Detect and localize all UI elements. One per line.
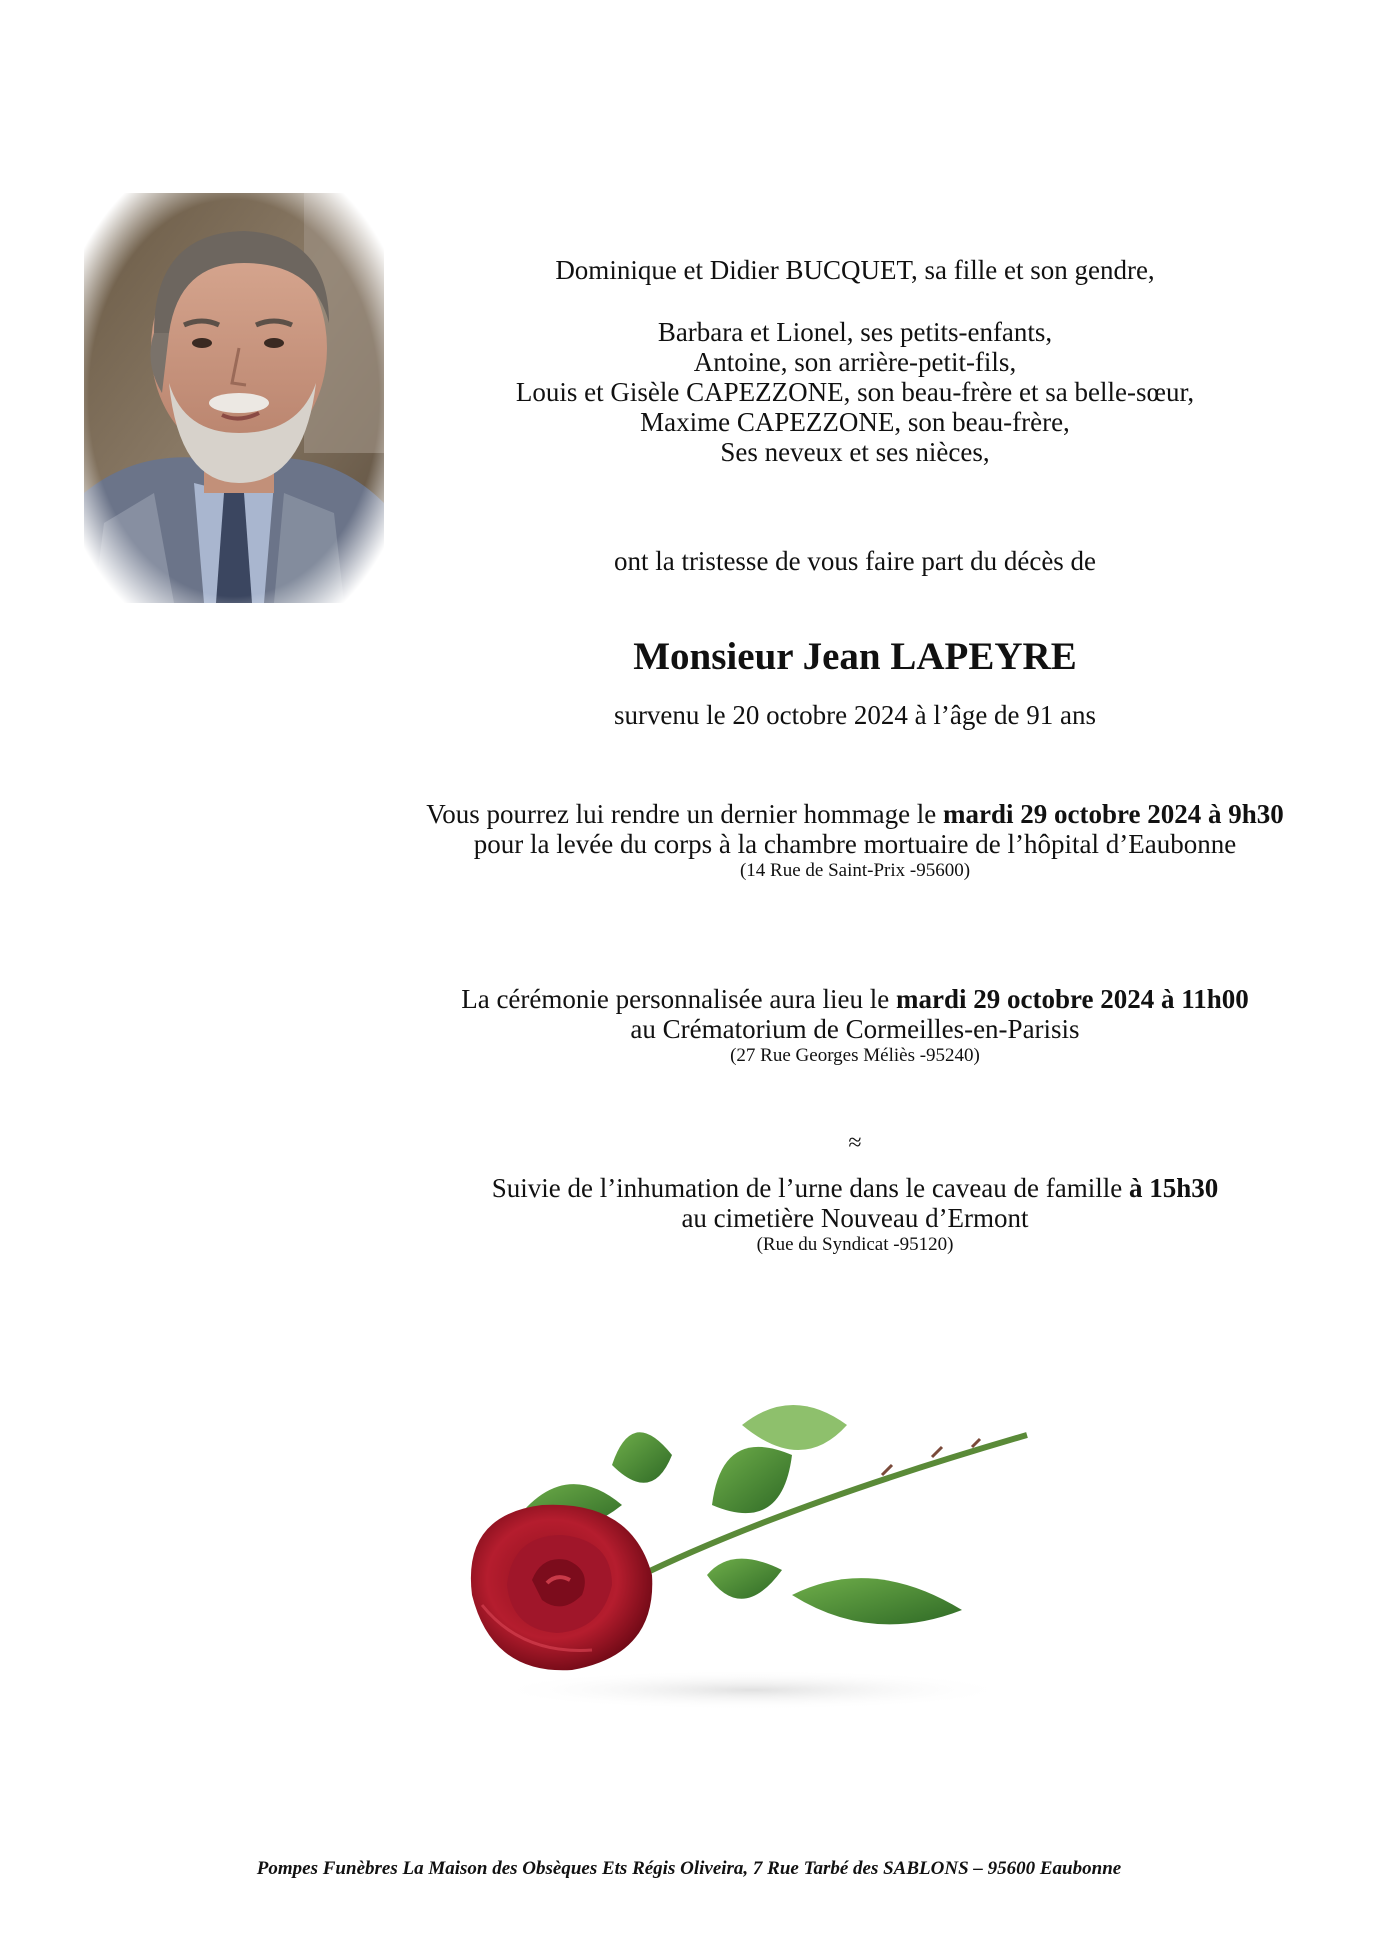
ceremonie-line [380,984,1330,1014]
death-text: survenu le 20 octobre 2024 à l’âge de 91 ans [613,700,1097,730]
family-member: Louis et Gisèle CAPEZZONE, son beau-frère et sa belle-sœur, [515,377,1195,407]
ceremonie-date: mardi 29 octobre 2024 à 11h00 [896,984,1249,1014]
portrait-photo [84,193,384,603]
family-member: Antoine, son arrière-petit-fils, [693,347,1017,377]
ceremonie-block [380,984,1330,1068]
hommage-place: pour la levée du corps à la chambre mortuaire de l’hôpital d’Eaubonne [473,829,1237,859]
announcement [380,546,1330,576]
family-members [380,317,1330,467]
inhumation-block [380,1173,1330,1257]
hommage-block [380,799,1330,883]
hommage-date: mardi 29 octobre 2024 à 9h30 [943,799,1284,829]
announcement-text: ont la tristesse de vous faire part du décès de [613,546,1097,576]
inhumation-intro: Suivie de l’inhumation de l’urne dans le caveau de famille [491,1173,1129,1203]
ceremonie-intro: La cérémonie personnalisée aura lieu le [461,984,897,1014]
family-member: Barbara et Lionel, ses petits-enfants, [657,317,1053,347]
family-member: Ses neveux et ses nièces, [720,437,990,467]
family-member: Maxime CAPEZZONE, son beau-frère, [640,407,1070,437]
separator-block [380,1130,1330,1156]
hommage-line [380,799,1330,829]
inhumation-line [380,1173,1330,1203]
death-info [380,700,1330,730]
ceremonie-place: au Crématorium de Cormeilles-en-Parisis [630,1014,1080,1044]
deceased-name: Monsieur Jean LAPEYRE [633,635,1077,678]
ceremonie-address: (27 Rue Georges Méliès -95240) [730,1045,980,1066]
funeral-home-footer: Pompes Funèbres La Maison des Obsèques Ets Régis Oliveira, 7 Rue Tarbé des SABLONS – 95600 Eaubonne [256,1858,1122,1879]
rose-image [452,1395,1032,1715]
separator: ≈ [848,1130,862,1156]
family-block [380,255,1330,285]
hommage-intro: Vous pourrez lui rendre un dernier hommage le [426,799,944,829]
deceased-block [380,635,1330,679]
hommage-address: (14 Rue de Saint-Prix -95600) [739,860,971,881]
inhumation-place: au cimetière Nouveau d’Ermont [681,1203,1029,1233]
inhumation-time: à 15h30 [1129,1173,1219,1203]
inhumation-address: (Rue du Syndicat -95120) [756,1234,954,1255]
family-line-1: Dominique et Didier BUCQUET, sa fille et son gendre, [555,255,1155,285]
